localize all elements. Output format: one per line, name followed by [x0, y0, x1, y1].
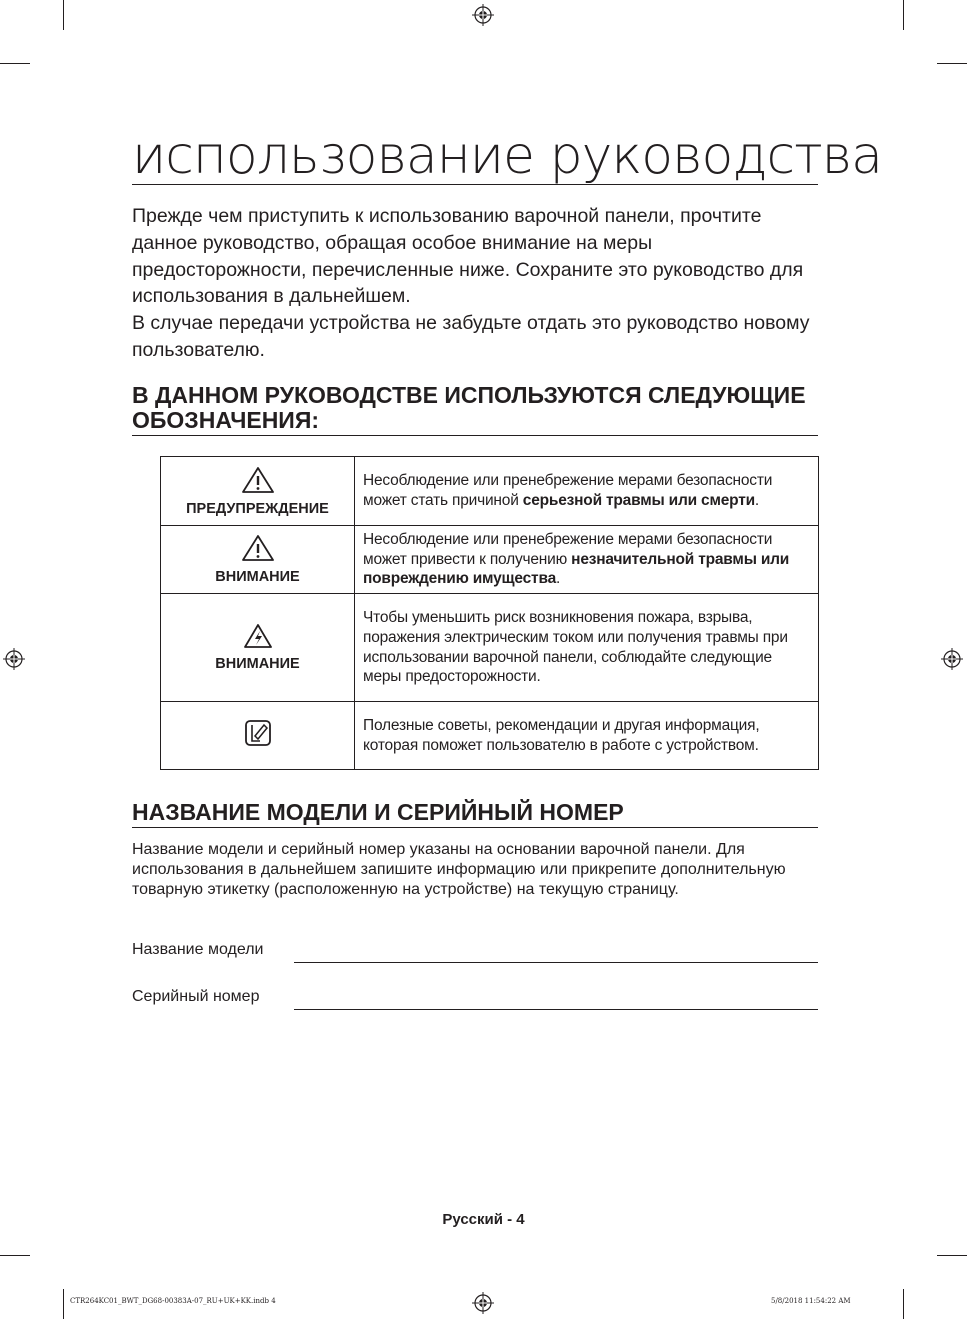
registration-mark-icon — [472, 1292, 494, 1314]
symbols-heading: В ДАННОМ РУКОВОДСТВЕ ИСПОЛЬЗУЮТСЯ СЛЕДУЮЩИЕ ОБОЗНАЧЕНИЯ: — [132, 383, 818, 436]
symbol-description — [355, 526, 819, 594]
symbol-cell — [161, 457, 355, 526]
electric-shock-icon — [243, 623, 273, 649]
description-bold: незначительной травмы или повреждению имущества — [363, 550, 790, 588]
symbol-label: ПРЕДУПРЕЖДЕНИЕ — [186, 500, 329, 517]
symbol-cell — [161, 526, 355, 594]
symbol-label: ВНИМАНИЕ — [215, 569, 300, 585]
intro-text — [132, 203, 822, 364]
serial-number-label: Серийный номер — [132, 988, 260, 1005]
description-bold: серьезной травмы или смерти — [522, 492, 755, 509]
model-name-label: Название модели — [132, 941, 264, 958]
caution-triangle-icon — [241, 534, 275, 562]
registration-mark-icon — [941, 648, 963, 670]
crop-mark — [63, 1289, 64, 1319]
crop-mark — [937, 63, 967, 64]
registration-mark-icon — [3, 648, 25, 670]
description-text: Несоблюдение или пренебрежение мерами безопасности может стать причиной — [363, 472, 773, 509]
symbol-description — [355, 457, 819, 526]
crop-mark — [63, 0, 64, 30]
description-end: . — [754, 492, 760, 509]
warning-triangle-icon — [241, 466, 275, 494]
page-title: использование руководства — [132, 126, 882, 186]
table-row — [161, 526, 819, 594]
model-name-line — [294, 962, 818, 963]
symbol-description: Чтобы уменьшить риск возникновения пожара, взрыва, поражения электрическим током или получения травмы при использовании варочной панели, соблюдайте следующие меры предосторожности. — [355, 594, 819, 702]
serial-number-line — [294, 1009, 818, 1010]
note-icon — [244, 719, 272, 747]
description-end: . — [556, 570, 561, 588]
symbol-cell — [161, 594, 355, 702]
description-text: Несоблюдение или пренебрежение мерами безопасности может привести к получению — [363, 531, 773, 568]
crop-mark — [937, 1255, 967, 1256]
crop-mark — [0, 1255, 30, 1256]
symbols-table — [160, 456, 819, 770]
slug-filename: CTR264KC01_BWT_DG68-00383A-07_RU+UK+KK.indb 4 — [70, 1297, 276, 1305]
crop-mark — [903, 0, 904, 30]
table-row — [161, 702, 819, 770]
crop-mark — [0, 63, 30, 64]
table-row — [161, 594, 819, 702]
crop-mark — [903, 1289, 904, 1319]
page-number: Русский - 4 — [442, 1211, 525, 1228]
symbol-label: ВНИМАНИЕ — [215, 656, 300, 672]
symbol-cell — [161, 702, 355, 770]
model-heading: НАЗВАНИЕ МОДЕЛИ И СЕРИЙНЫЙ НОМЕР — [132, 800, 818, 828]
intro-paragraph: Прежде чем приступить к использованию варочной панели, прочтите данное руководство, обращая особое внимание на меры предосторожности, перечисленные ниже. Сохраните это руководство для использования в дальнейшем. — [132, 205, 804, 308]
model-paragraph: Название модели и серийный номер указаны на основании варочной панели. Для использования в дальнейшем запишите информацию или прикрепите дополнительную товарную этикетку (расположенную на устройстве) на текущую страницу. — [132, 841, 786, 899]
slug-date: 5/8/2018 11:54:22 AM — [771, 1297, 851, 1305]
table-row — [161, 457, 819, 526]
intro-paragraph: В случае передачи устройства не забудьте отдать это руководство новому пользователю. — [132, 312, 810, 361]
registration-mark-icon — [472, 4, 494, 26]
symbol-description: Полезные советы, рекомендации и другая информация, которая поможет пользователю в работе с устройством. — [355, 702, 819, 770]
